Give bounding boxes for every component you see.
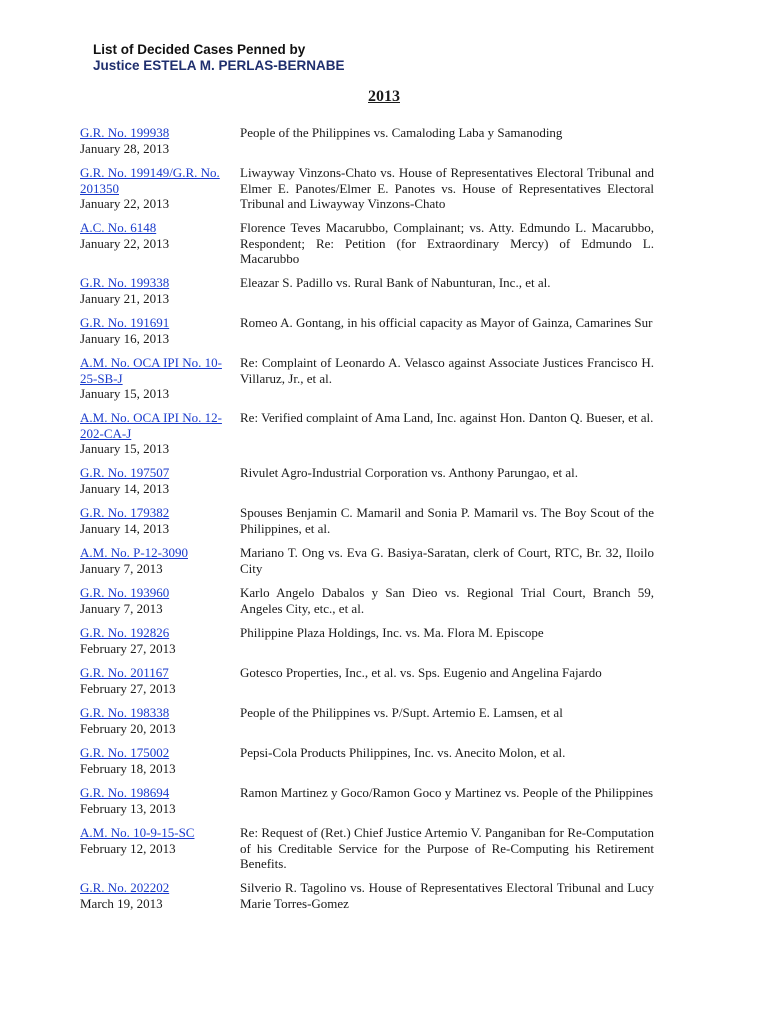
case-reference [80, 410, 228, 457]
case-number-link[interactable]: G.R. No. 198694 [80, 785, 170, 800]
decision-date: January 16, 2013 [80, 330, 170, 346]
year-heading: 2013 [368, 88, 400, 105]
case-title: Mariano T. Ong vs. Eva G. Basiya-Saratan, clerk of Court, RTC, Br. 32, Iloilo City [240, 545, 654, 576]
case-reference [80, 465, 228, 496]
case-reference [80, 275, 228, 306]
decision-date: January 22, 2013 [80, 235, 170, 251]
case-title: Philippine Plaza Holdings, Inc. vs. Ma. Flora M. Episcope [240, 625, 544, 640]
case-reference [80, 665, 228, 696]
case-number-link[interactable]: A.M. No. OCA IPI No. 12-202-CA-J [80, 410, 222, 441]
case-number-link[interactable]: G.R. No. 199149/G.R. No. 201350 [80, 165, 220, 196]
case-reference [80, 220, 228, 251]
case-reference [80, 625, 228, 656]
decision-date: January 28, 2013 [80, 140, 170, 156]
case-number-link[interactable]: A.C. No. 6148 [80, 220, 157, 235]
decision-date: January 7, 2013 [80, 560, 163, 576]
case-number-link[interactable]: G.R. No. 193960 [80, 585, 170, 600]
decision-date: January 14, 2013 [80, 480, 170, 496]
case-title: Spouses Benjamin C. Mamaril and Sonia P. Mamaril vs. The Boy Scout of the Philippines, et al. [240, 505, 654, 536]
list-heading: List of Decided Cases Penned by [93, 42, 306, 57]
decision-date: February 20, 2013 [80, 720, 176, 736]
case-number-link[interactable]: G.R. No. 199938 [80, 125, 170, 140]
decision-date: February 27, 2013 [80, 680, 176, 696]
case-reference [80, 165, 228, 212]
case-title: Pepsi-Cola Products Philippines, Inc. vs. Anecito Molon, et al. [240, 745, 566, 760]
decision-date: January 14, 2013 [80, 520, 170, 536]
case-reference [80, 545, 228, 576]
case-reference [80, 585, 228, 616]
case-reference [80, 825, 228, 856]
case-title: Re: Complaint of Leonardo A. Velasco against Associate Justices Francisco H. Villaruz, Jr., et al. [240, 355, 654, 386]
case-title: Liwayway Vinzons-Chato vs. House of Representatives Electoral Tribunal and Elmer E. Panotes/Elmer E. Panotes vs. House of Representatives Electoral Tribunal and Liwayway Vinzons-Chato [240, 165, 654, 211]
case-number-link[interactable]: G.R. No. 199338 [80, 275, 170, 290]
case-title: Gotesco Properties, Inc., et al. vs. Sps. Eugenio and Angelina Fajardo [240, 665, 602, 680]
decision-date: January 21, 2013 [80, 290, 170, 306]
case-number-link[interactable]: G.R. No. 197507 [80, 465, 170, 480]
case-number-link[interactable]: G.R. No. 201167 [80, 665, 169, 680]
case-title: Romeo A. Gontang, in his official capacity as Mayor of Gainza, Camarines Sur [240, 315, 653, 330]
decision-date: February 12, 2013 [80, 840, 176, 856]
decision-date: March 19, 2013 [80, 895, 163, 911]
case-reference [80, 705, 228, 736]
case-number-link[interactable]: A.M. No. P-12-3090 [80, 545, 188, 560]
case-reference [80, 880, 228, 911]
case-number-link[interactable]: G.R. No. 179382 [80, 505, 170, 520]
decision-date: February 18, 2013 [80, 760, 176, 776]
justice-name: Justice ESTELA M. PERLAS-BERNABE [93, 58, 345, 73]
decision-date: February 27, 2013 [80, 640, 176, 656]
decision-date: January 15, 2013 [80, 441, 170, 456]
case-reference [80, 315, 228, 346]
document-header [93, 42, 345, 74]
decision-date: January 15, 2013 [80, 386, 170, 401]
case-title: Re: Verified complaint of Ama Land, Inc. against Hon. Danton Q. Bueser, et al. [240, 410, 654, 425]
case-title: Silverio R. Tagolino vs. House of Representatives Electoral Tribunal and Lucy Marie Torres-Gomez [240, 880, 654, 911]
decision-date: January 22, 2013 [80, 196, 170, 211]
case-number-link[interactable]: G.R. No. 191691 [80, 315, 170, 330]
case-number-link[interactable]: G.R. No. 175002 [80, 745, 170, 760]
case-number-link[interactable]: G.R. No. 198338 [80, 705, 170, 720]
case-title: Eleazar S. Padillo vs. Rural Bank of Nabunturan, Inc., et al. [240, 275, 551, 290]
case-number-link[interactable]: G.R. No. 202202 [80, 880, 170, 895]
case-title: People of the Philippines vs. Camaloding Laba y Samanoding [240, 125, 563, 140]
decision-date: February 13, 2013 [80, 800, 176, 816]
case-title: Re: Request of (Ret.) Chief Justice Artemio V. Panganiban for Re-Computation of his Creditable Service for the Purpose of Re-Computing his Retirement Benefits. [240, 825, 654, 871]
case-reference [80, 745, 228, 776]
case-title: Rivulet Agro-Industrial Corporation vs. Anthony Parungao, et al. [240, 465, 578, 480]
case-title: People of the Philippines vs. P/Supt. Artemio E. Lamsen, et al [240, 705, 563, 720]
case-number-link[interactable]: A.M. No. 10-9-15-SC [80, 825, 195, 840]
case-title: Karlo Angelo Dabalos y San Dieo vs. Regional Trial Court, Branch 59, Angeles City, etc., et al. [240, 585, 654, 616]
case-reference [80, 785, 228, 816]
decision-date: January 7, 2013 [80, 600, 163, 616]
case-number-link[interactable]: G.R. No. 192826 [80, 625, 170, 640]
case-title: Ramon Martinez y Goco/Ramon Goco y Martinez vs. People of the Philippines [240, 785, 654, 800]
case-reference [80, 125, 228, 156]
case-number-link[interactable]: A.M. No. OCA IPI No. 10-25-SB-J [80, 355, 222, 386]
case-reference [80, 355, 228, 402]
case-title: Florence Teves Macarubbo, Complainant; vs. Atty. Edmundo L. Macarubbo, Respondent; Re: Petition (for Extraordinary Mercy) of Edmundo L. Macarubbo [240, 220, 654, 266]
case-reference [80, 505, 228, 536]
